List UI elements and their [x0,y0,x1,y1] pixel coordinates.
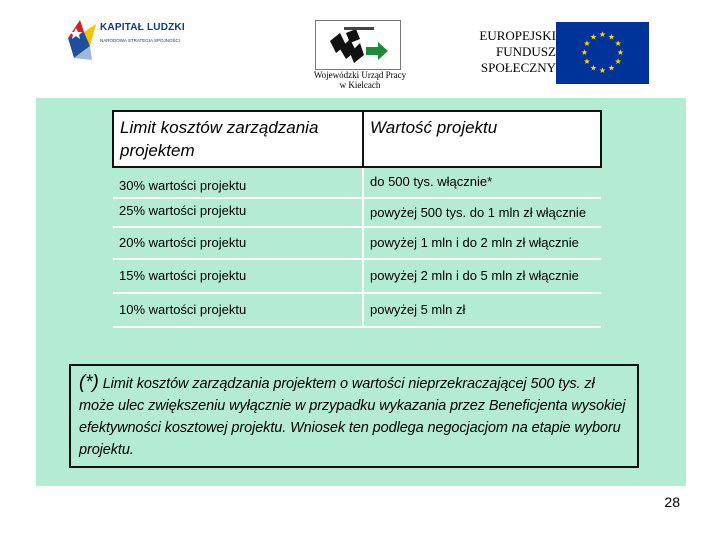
svg-text:★: ★ [616,48,625,57]
efs-label [450,28,556,76]
cell-limit: 25% wartości projektu [113,198,363,227]
page-number: 28 [664,494,680,510]
wup-caption-line1: Wojewódzki Urząd Pracy [313,70,407,80]
cell-limit: 20% wartości projektu [113,227,363,259]
svg-text:★: ★ [598,66,607,75]
footnote-box [69,364,639,468]
efs-line2: FUNDUSZ [496,44,556,59]
svg-text:★: ★ [589,32,598,42]
kapital-ludzki-subtitle: NARODOWA STRATEGIA SPÓJNOŚCI [100,38,181,43]
svg-text:★: ★ [607,63,616,73]
wup-caption-line2: w Kielcach [339,80,381,90]
svg-text:★: ★ [607,32,616,42]
wup-caption [300,70,420,90]
header-value: Wartość projektu [363,111,601,167]
table-header-row [113,111,601,167]
eu-flag [556,22,649,84]
table-row [113,227,601,259]
svg-text:★: ★ [583,57,591,66]
cell-value: powyżej 500 tys. do 1 mln zł włącznie [363,198,601,227]
cell-value: powyżej 1 mln i do 2 mln zł włącznie [363,227,601,259]
cell-limit: 30% wartości projektu [113,167,363,198]
svg-text:★: ★ [614,39,622,48]
table-row [113,167,601,198]
wup-emblem-frame [315,20,401,70]
svg-text:★: ★ [614,57,622,66]
svg-text:★: ★ [580,48,589,57]
table-row [113,259,601,293]
cell-value: powyżej 2 mln i do 5 mln zł włącznie [363,259,601,293]
efs-line3: SPOŁECZNY [480,60,556,75]
cell-value: powyżej 5 mln zł [363,293,601,327]
footnote-text: Limit kosztów zarządzania projektem o wartości nieprzekraczającej 500 tys. zł może ulec zwiększeniu wyłącznie w przypadku wykazania przez Beneficjenta wysokiej efektywności kosztowej projektu. Wniosek ten podlega negocjacjom na etapie wyboru projektu. [79,376,626,458]
cell-limit: 10% wartości projektu [113,293,363,327]
table-row [113,198,601,227]
footnote-paragraph [79,372,629,461]
kapital-ludzki-emblem-icon [64,16,98,62]
cell-limit: 15% wartości projektu [113,259,363,293]
kapital-ludzki-logo [62,14,202,64]
eu-stars-icon [556,22,649,84]
kapital-ludzki-title: KAPITAŁ LUDZKI [100,22,185,33]
header-limit: Limit kosztów zarządzania projektem [113,111,363,167]
cost-limits-table [112,110,602,328]
svg-text:★: ★ [589,63,598,73]
footnote-marker: (*) [79,372,99,393]
cell-value: do 500 tys. włącznie* [363,167,601,198]
wup-emblem-icon [316,21,400,69]
efs-line1: EUROPEJSKI [479,28,556,43]
svg-text:★: ★ [598,30,607,39]
svg-text:★: ★ [583,39,591,48]
wup-kielce-logo [300,18,420,92]
table-row [113,293,601,327]
